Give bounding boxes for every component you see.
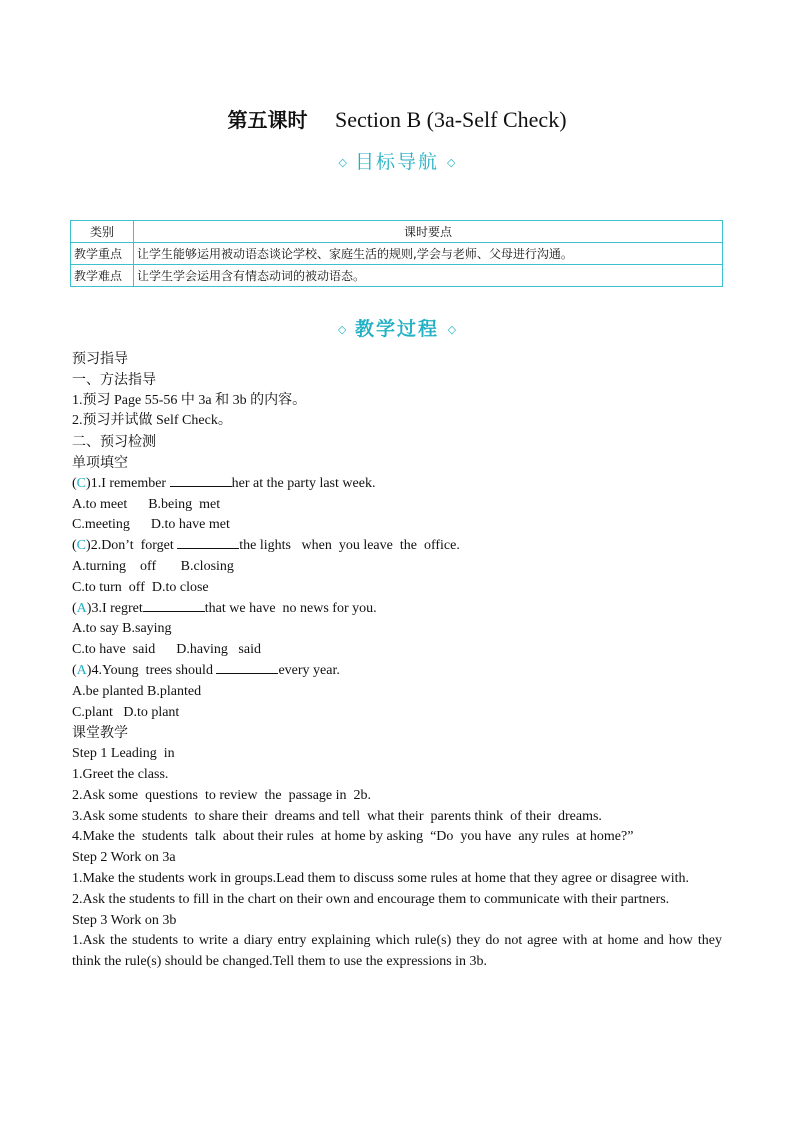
question-options: A.to say B.saying <box>72 621 172 637</box>
diamond-icon: ◇ <box>447 156 456 169</box>
question-options: C.meeting D.to have met <box>72 517 230 533</box>
answer-letter: C <box>76 475 87 491</box>
answer-blank <box>143 599 205 612</box>
bracket-close: ) <box>86 475 91 491</box>
table-cell-content: 让学生学会运用含有情态动词的被动语态。 <box>134 265 723 287</box>
question-4 <box>72 661 722 682</box>
step-item: 1.Make the students work in groups.Lead them to discuss some rules at home that they agree or disagree with. <box>72 870 690 886</box>
question-3 <box>72 599 722 620</box>
question-stem: 2.Don’t forget <box>90 538 178 554</box>
title-chinese: 第五课时 <box>227 108 308 132</box>
answer-letter: A <box>76 600 87 616</box>
step-item: 1.Ask the students to write a diary entry explaining which rule(s) they do not agree with at home and how they think the rule(s) should be changed.Tell them to use the expressions in 3b. <box>72 933 722 970</box>
table-cell-category: 教学重点 <box>71 243 134 265</box>
question-stem-end: that we have no news for you. <box>204 600 377 616</box>
answer-letter: A <box>76 662 87 678</box>
step-item: 4.Make the students talk about their rules at home by asking “Do you have any rules at home?” <box>72 829 634 845</box>
bracket-open: ( <box>72 538 77 554</box>
question-1 <box>72 474 722 495</box>
step-heading: Step 1 Leading in <box>72 746 175 762</box>
question-stem-end: the lights when you leave the office. <box>239 538 460 554</box>
question-options: C.to turn off D.to close <box>72 579 209 595</box>
heading-classroom-teaching: 课堂教学 <box>72 725 128 742</box>
bracket-open: ( <box>72 475 77 491</box>
diamond-icon: ◇ <box>338 156 347 169</box>
step-item: 3.Ask some students to share their dreams and tell what their parents think of their dreams. <box>72 808 602 824</box>
bracket-open: ( <box>72 600 77 616</box>
table-cell-category: 教学难点 <box>71 265 134 287</box>
section-heading-process <box>0 314 794 341</box>
table-row <box>71 243 723 265</box>
step-item: 2.Ask some questions to review the passage in 2b. <box>72 787 372 803</box>
table-cell-content: 让学生能够运用被动语态谈论学校、家庭生活的规则,学会与老师、父母进行沟通。 <box>134 243 723 265</box>
heading-method-guide: 一、方法指导 <box>72 371 156 388</box>
question-stem-end: every year. <box>278 662 340 678</box>
bracket-open: ( <box>72 662 77 678</box>
answer-blank <box>170 474 232 487</box>
section-heading-goals <box>0 147 794 174</box>
table-header-row <box>71 221 723 243</box>
step-item: 2.Ask the students to fill in the chart on their own and encourage them to communicate with their partners. <box>72 891 670 907</box>
table-row <box>71 265 723 287</box>
bracket-close: ) <box>86 538 91 554</box>
heading-preview-check: 二、预习检测 <box>72 434 156 451</box>
question-options: C.to have said D.having said <box>72 642 261 658</box>
step-item: 1.Greet the class. <box>72 766 169 782</box>
heading-preview-guide: 预习指导 <box>72 351 128 367</box>
bracket-close: ) <box>86 662 92 678</box>
method-item: 1.预习 Page 55-56 中 3a 和 3b 的内容。 <box>72 392 307 408</box>
table-header-points: 课时要点 <box>134 221 723 243</box>
diamond-icon: ◇ <box>337 323 347 336</box>
lesson-body <box>72 349 722 973</box>
heading-single-choice: 单项填空 <box>72 454 128 471</box>
answer-letter: C <box>76 538 87 554</box>
question-stem: 3.I regret <box>91 600 143 616</box>
step-heading: Step 2 Work on 3a <box>72 850 176 866</box>
bracket-close: ) <box>86 600 92 616</box>
question-stem: 4.Young trees should <box>91 662 217 678</box>
question-stem: 1.I remember <box>90 475 170 491</box>
lesson-points-table <box>70 220 723 287</box>
title-english: Section B (3a-Self Check) <box>334 107 567 132</box>
question-stem-end: her at the party last week. <box>231 475 376 491</box>
table-header-category: 类别 <box>71 221 134 243</box>
answer-blank <box>216 661 278 674</box>
question-options: A.be planted B.planted <box>72 683 202 699</box>
page-title <box>0 104 794 133</box>
step-heading: Step 3 Work on 3b <box>72 912 177 928</box>
question-2 <box>72 536 722 557</box>
answer-blank <box>177 536 239 549</box>
section-heading-process-label: 教学过程 <box>354 318 439 340</box>
question-options: A.turning off B.closing <box>72 558 234 574</box>
section-heading-goals-label: 目标导航 <box>354 151 439 173</box>
question-options: A.to meet B.being met <box>72 496 221 512</box>
diamond-icon: ◇ <box>447 323 457 336</box>
question-options: C.plant D.to plant <box>72 704 180 720</box>
method-item: 2.预习并试做 Self Check。 <box>72 413 232 429</box>
